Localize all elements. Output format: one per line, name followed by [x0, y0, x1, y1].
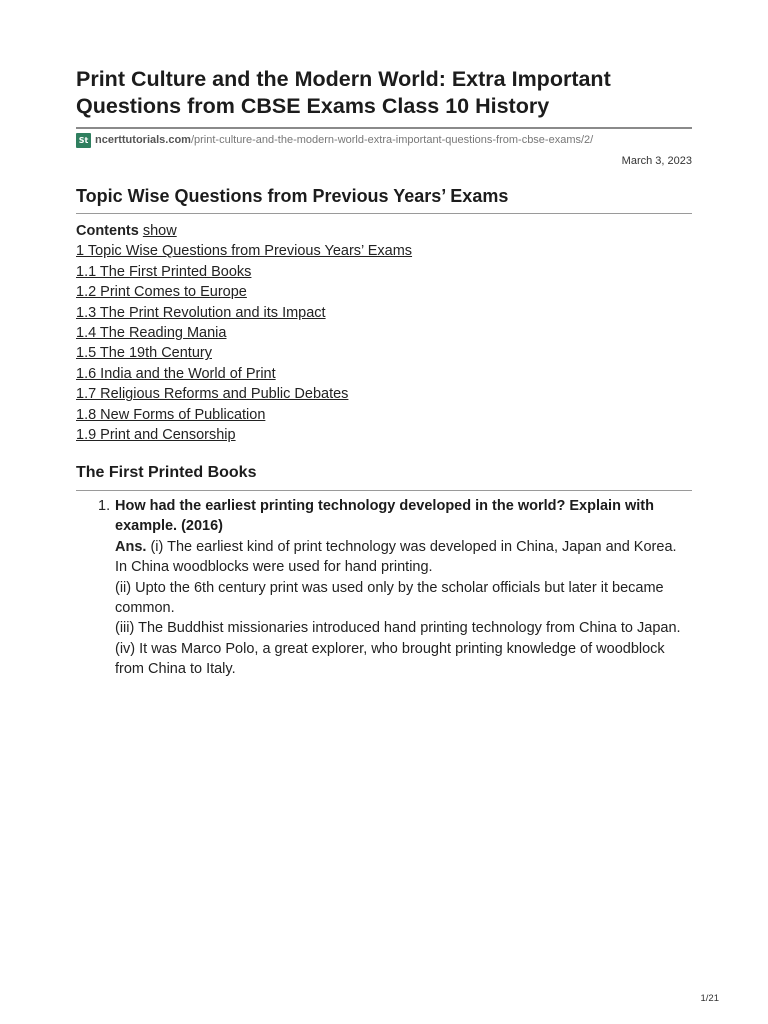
- toc-link[interactable]: 1.3 The Print Revolution and its Impact: [76, 304, 326, 321]
- toc-link[interactable]: 1.7 Religious Reforms and Public Debates: [76, 386, 349, 403]
- toc-link[interactable]: 1.2 Print Comes to Europe: [76, 284, 247, 301]
- toc-link[interactable]: 1.4 The Reading Mania: [76, 325, 227, 342]
- toc-toggle-link[interactable]: show: [142, 223, 177, 239]
- toc-link[interactable]: 1.6 India and the World of Print: [76, 365, 276, 382]
- toc-link[interactable]: 1.9 Print and Censorship: [76, 427, 236, 444]
- source-domain[interactable]: ncerttutorials.com: [95, 134, 191, 146]
- question-list: [76, 496, 692, 680]
- toc-link[interactable]: 1.5 The 19th Century: [76, 345, 212, 362]
- answer-line: (iv) It was Marco Polo, a great explorer, who brought printing knowledge of woodblock from China to Italy.: [115, 640, 665, 678]
- publish-date: March 3, 2023: [621, 155, 692, 167]
- source-path[interactable]: /print-culture-and-the-modern-world-extra-important-questions-from-cbse-exams/2/: [190, 134, 594, 146]
- answer-line: (ii) Upto the 6th century print was used only by the scholar officials but later it became common.: [115, 579, 664, 617]
- title-divider: [76, 127, 692, 129]
- subsection-heading: The First Printed Books: [76, 464, 257, 481]
- page-indicator: 1/21: [700, 993, 719, 1004]
- answer-line: (iii) The Buddhist missionaries introduced hand printing technology from China to Japan.: [115, 620, 681, 637]
- source-url[interactable]: [76, 132, 593, 148]
- answer-label: Ans.: [115, 538, 147, 555]
- section-heading: Topic Wise Questions from Previous Years’ Exams: [76, 186, 509, 206]
- question-number: 1.: [98, 498, 111, 514]
- toc-link[interactable]: 1.8 New Forms of Publication: [76, 406, 266, 423]
- site-favicon-icon: St: [76, 133, 91, 148]
- toc-header: [76, 221, 412, 241]
- toc-label: Contents: [76, 223, 139, 239]
- question-item: [76, 496, 692, 680]
- section-divider: [76, 213, 692, 214]
- answer-line: (i) The earliest kind of print technology was developed in China, Japan and Korea. In China woodblocks were used for hand printing.: [115, 538, 677, 576]
- toc-link[interactable]: 1 Topic Wise Questions from Previous Years’ Exams: [76, 243, 413, 260]
- subsection-divider: [76, 490, 692, 491]
- page-title: Print Culture and the Modern World: Extra Important Questions from CBSE Exams Class 10 History: [76, 67, 611, 118]
- question-text: How had the earliest printing technology developed in the world? Explain with example. (2016): [115, 498, 654, 535]
- answer-block: [115, 537, 692, 680]
- table-of-contents: [76, 221, 412, 445]
- toc-link[interactable]: 1.1 The First Printed Books: [76, 263, 252, 280]
